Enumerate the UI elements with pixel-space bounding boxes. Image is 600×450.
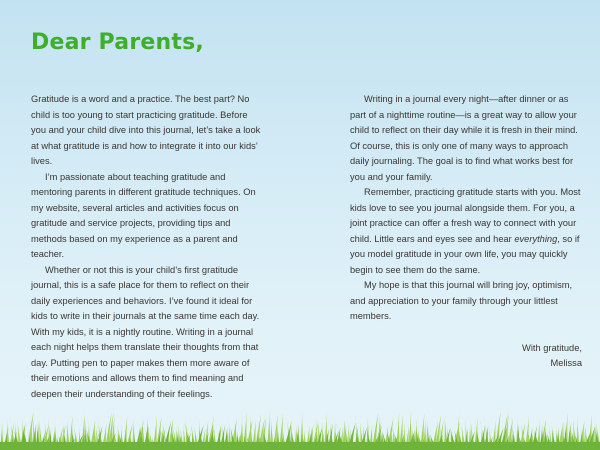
- nightly-journal-paragraph: Writing in a journal every night—after dinner or as part of a nighttime routine—is a great way to allow your child to reflect on their day while it is fresh in their mind. Of course, this is only one of many ways to approach daily journaling. The goal is to find what works best for you and your family.: [350, 94, 578, 182]
- journal-routine-paragraph: Whether or not this is your child’s first gratitude journal, this is a safe place for them to reflect on their daily experiences and behaviors. I’ve found it ideal for kids to write in their journals at the same time each day. With my kids, it is a nightly routine. Writing in a journal each night helps them translate their thoughts from that day. Putting pen to paper makes them more aware of their emotions and allows them to find meaning and deepen their understanding of their feelings.: [31, 264, 260, 399]
- signoff: [350, 341, 582, 372]
- grass-base: [0, 442, 600, 450]
- emphasis-text: everything: [514, 233, 558, 244]
- author-name: Melissa: [550, 358, 582, 368]
- hope-paragraph: My hope is that this journal will bring joy, optimism, and appreciation to your family through your littlest members.: [350, 280, 573, 321]
- model-gratitude-paragraph: [350, 185, 582, 278]
- passion-paragraph: I’m passionate about teaching gratitude and mentoring parents in different gratitude techniques. On my website, several articles and activities focus on gratitude and service projects, providing tips and methods based on my experience as a parent and teacher.: [31, 171, 256, 259]
- grass-illustration: [0, 406, 600, 450]
- intro-paragraph: Gratitude is a word and a practice. The best part? No child is too young to start practicing gratitude. Before you and your child dive into this journal, let’s take a look at what gratitude is and how to integrate it into our kids’ lives.: [31, 94, 261, 166]
- paragraph-text: Remember, practicing gratitude starts with you. Most kids love to see you journal alongside them. For you, a joint practice can offer a fresh way to connect with your child. Little ears and eyes see and hear: [350, 187, 581, 244]
- right-column: [350, 92, 582, 372]
- paragraph-text: , so if you model gratitude in your own life, you may quickly begin to see them do the same.: [350, 233, 580, 275]
- closing-text: With gratitude,: [522, 342, 582, 353]
- page-title: Dear Parents,: [31, 30, 204, 55]
- left-column: [31, 92, 263, 402]
